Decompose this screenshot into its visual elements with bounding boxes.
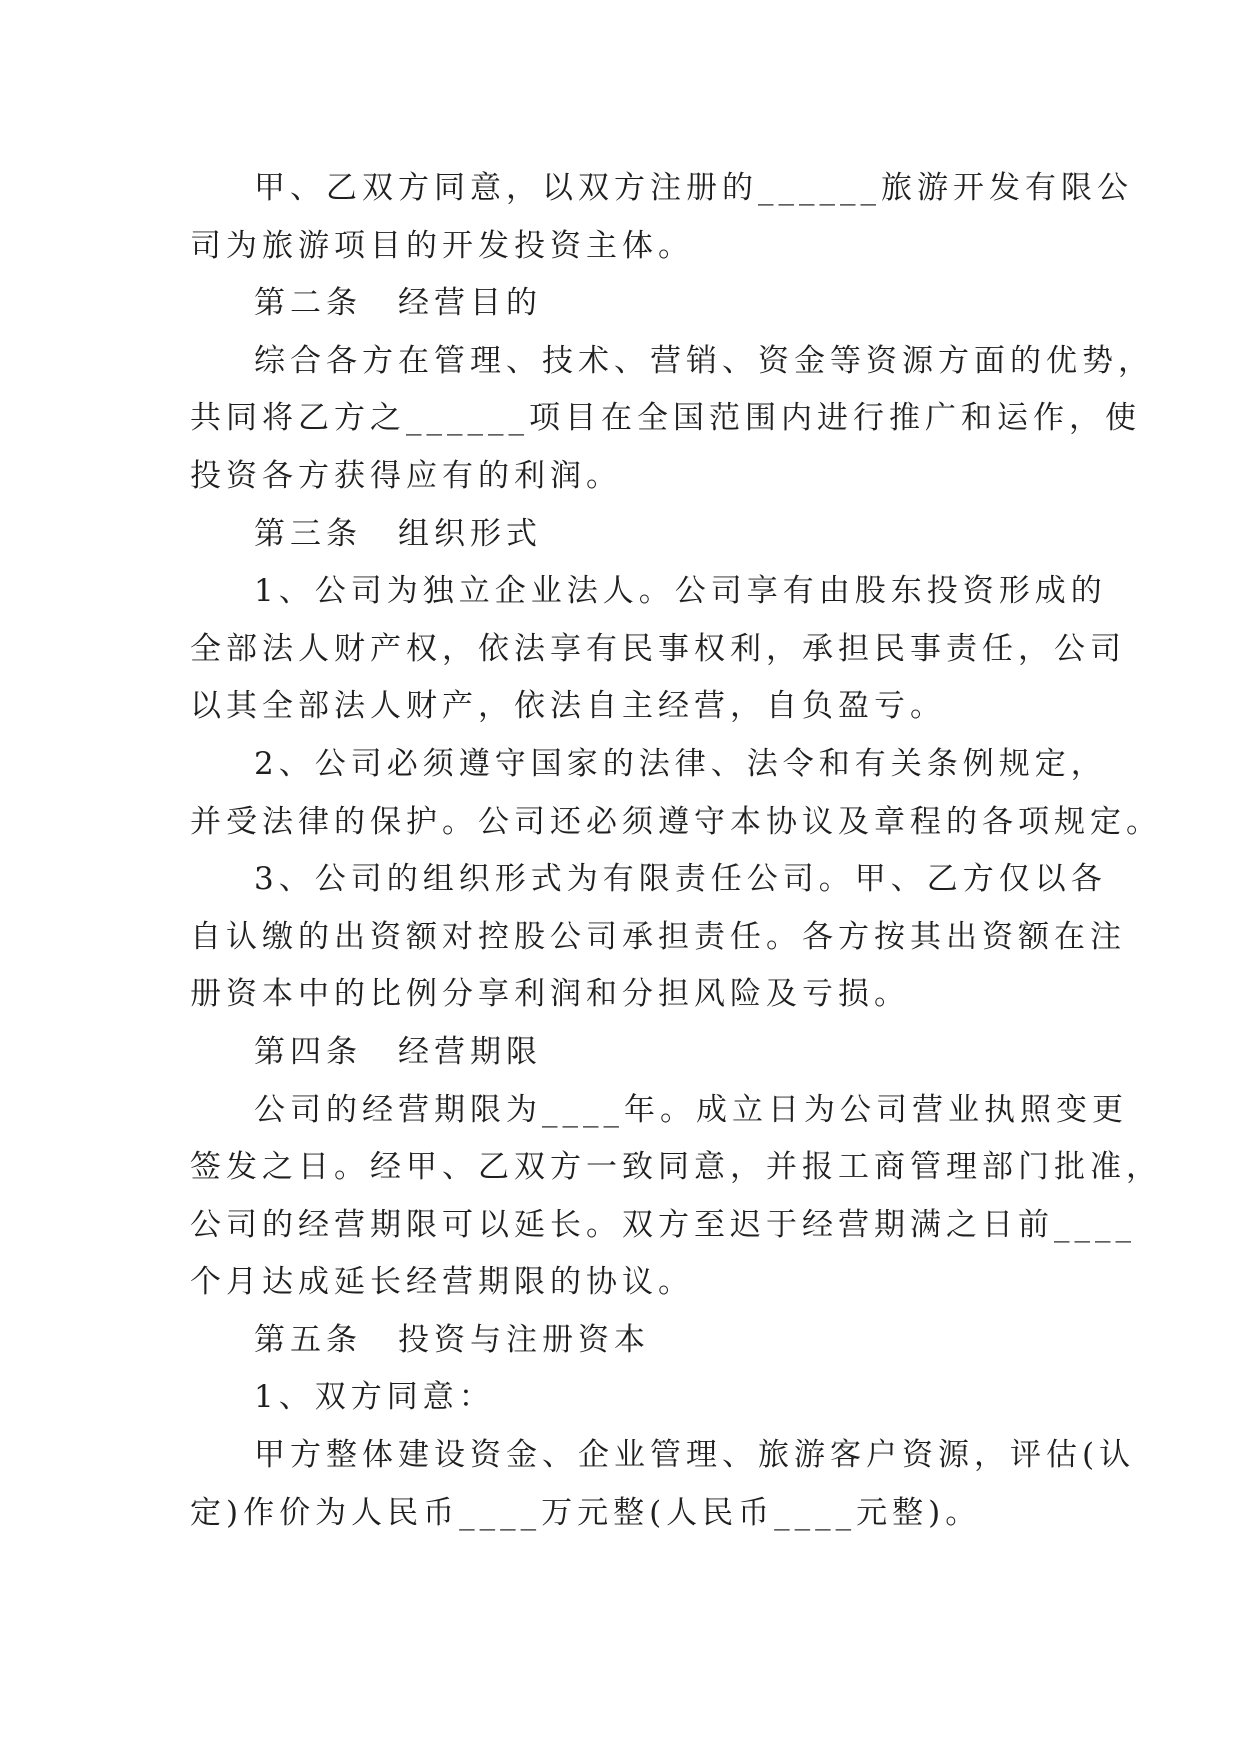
paragraph-line: 并受法律的保护。公司还必须遵守本协议及章程的各项规定。 bbox=[190, 803, 1162, 840]
paragraph-line: 公司的经营期限为____年。成立日为公司营业执照变更 bbox=[254, 1091, 1128, 1128]
article-heading: 第五条 投资与注册资本 bbox=[254, 1321, 650, 1358]
article-heading: 第三条 组织形式 bbox=[254, 515, 542, 552]
paragraph-line: 以其全部法人财产，依法自主经营，自负盈亏。 bbox=[190, 688, 946, 725]
paragraph-line: 定)作价为人民币____万元整(人民币____元整)。 bbox=[190, 1494, 982, 1531]
article-heading: 第四条 经营期限 bbox=[254, 1033, 542, 1070]
paragraph-line: 1、双方同意： bbox=[254, 1379, 495, 1416]
paragraph-line: 自认缴的出资额对控股公司承担责任。各方按其出资额在注 bbox=[190, 918, 1126, 955]
article-heading: 第二条 经营目的 bbox=[254, 285, 542, 322]
paragraph-line: 个月达成延长经营期限的协议。 bbox=[190, 1264, 694, 1301]
paragraph-line: 投资各方获得应有的利润。 bbox=[190, 457, 622, 494]
paragraph-line: 3、公司的组织形式为有限责任公司。甲、乙方仅以各 bbox=[254, 861, 1107, 898]
paragraph-line: 司为旅游项目的开发投资主体。 bbox=[190, 227, 694, 264]
paragraph-line: 全部法人财产权，依法享有民事权利，承担民事责任，公司 bbox=[190, 630, 1126, 667]
paragraph-line: 甲方整体建设资金、企业管理、旅游客户资源，评估(认 bbox=[254, 1437, 1136, 1474]
paragraph-line: 甲、乙双方同意，以双方注册的______旅游开发有限公 bbox=[254, 170, 1133, 206]
document-body bbox=[190, 160, 1162, 1542]
paragraph-line: 1、公司为独立企业法人。公司享有由股东投资形成的 bbox=[254, 573, 1107, 610]
paragraph-line: 册资本中的比例分享利润和分担风险及亏损。 bbox=[190, 976, 910, 1013]
paragraph-line: 签发之日。经甲、乙双方一致同意，并报工商管理部门批准， bbox=[190, 1149, 1162, 1186]
paragraph-line: 共同将乙方之______项目在全国范围内进行推广和运作，使 bbox=[190, 400, 1141, 437]
paragraph-line: 公司的经营期限可以延长。双方至迟于经营期满之日前____ bbox=[190, 1206, 1136, 1243]
paragraph-line: 2、公司必须遵守国家的法律、法令和有关条例规定， bbox=[254, 745, 1107, 782]
paragraph-line: 综合各方在管理、技术、营销、资金等资源方面的优势， bbox=[254, 342, 1154, 379]
